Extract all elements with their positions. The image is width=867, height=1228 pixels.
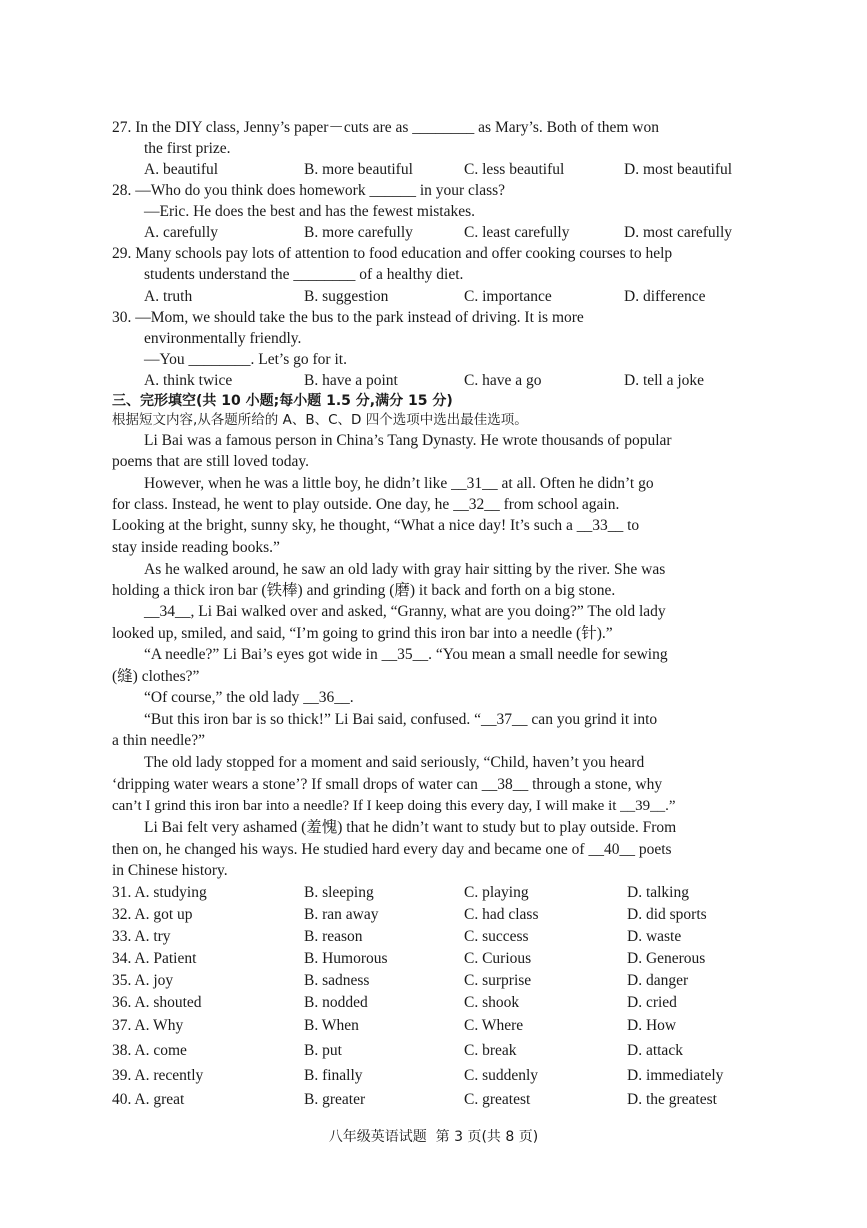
q29-option-c: C. importance — [464, 288, 552, 305]
q27-stem-line1: 27. In the DIY class, Jenny’s paper－cuts are as ________ as Mary’s. Both of them won — [112, 119, 659, 136]
option-38-c: C. break — [464, 1042, 517, 1059]
option-34-a: 34. A. Patient — [112, 950, 197, 967]
option-40-b: B. greater — [304, 1091, 366, 1108]
q29-option-a: A. truth — [144, 288, 193, 305]
passage-line: holding a thick iron bar (铁棒) and grinding (磨) it back and forth on a big stone. — [112, 582, 616, 599]
option-33-d: D. waste — [627, 928, 682, 945]
q28-option-d: D. most carefully — [624, 224, 733, 241]
option-39-b: B. finally — [304, 1067, 363, 1084]
option-31-c: C. playing — [464, 884, 529, 901]
passage-line: Li Bai was a famous person in China’s Tang Dynasty. He wrote thousands of popular — [144, 432, 672, 449]
q30-stem-line3: —You ________. Let’s go for it. — [144, 351, 347, 368]
option-37-b: B. When — [304, 1017, 359, 1034]
option-34-c: C. Curious — [464, 950, 532, 967]
option-38-b: B. put — [304, 1042, 342, 1059]
option-33-c: C. success — [464, 928, 529, 945]
option-35-b: B. sadness — [304, 972, 370, 989]
passage-line: Li Bai felt very ashamed (羞愧) that he didn’t want to study but to play outside. From — [144, 819, 677, 836]
option-32-a: 32. A. got up — [112, 906, 193, 923]
section-title: 三、完形填空(共 10 小题;每小题 1.5 分,满分 15 分) — [112, 393, 453, 409]
option-32-c: C. had class — [464, 906, 539, 923]
q30-option-b: B. have a point — [304, 372, 398, 389]
q30-option-a: A. think twice — [144, 372, 233, 389]
passage-line: then on, he changed his ways. He studied hard every day and became one of __40__ poets — [112, 841, 672, 858]
option-33-a: 33. A. try — [112, 928, 171, 945]
option-40-c: C. greatest — [464, 1091, 531, 1108]
passage-line: __34__, Li Bai walked over and asked, “Granny, what are you doing?” The old lady — [144, 603, 666, 620]
option-32-d: D. did sports — [627, 906, 707, 923]
passage-line: The old lady stopped for a moment and said seriously, “Child, haven’t you heard — [144, 754, 645, 771]
passage-line: However, when he was a little boy, he didn’t like __31__ at all. Often he didn’t go — [144, 475, 654, 492]
option-38-a: 38. A. come — [112, 1042, 187, 1059]
option-35-d: D. danger — [627, 972, 689, 989]
option-31-d: D. talking — [627, 884, 689, 901]
option-35-a: 35. A. joy — [112, 972, 174, 989]
option-34-d: D. Generous — [627, 950, 706, 967]
passage-line: “But this iron bar is so thick!” Li Bai said, confused. “__37__ can you grind it into — [144, 711, 658, 728]
passage-line: stay inside reading books.” — [112, 539, 280, 556]
q28-option-c: C. least carefully — [464, 224, 570, 241]
passage-line: poems that are still loved today. — [112, 453, 310, 470]
q28-option-b: B. more carefully — [304, 224, 413, 241]
passage-line: in Chinese history. — [112, 862, 228, 879]
option-32-b: B. ran away — [304, 906, 379, 923]
q30-option-c: C. have a go — [464, 372, 542, 389]
option-40-a: 40. A. great — [112, 1091, 185, 1108]
option-36-d: D. cried — [627, 994, 677, 1011]
option-37-a: 37. A. Why — [112, 1017, 184, 1034]
q28-option-a: A. carefully — [144, 224, 219, 241]
q30-option-d: D. tell a joke — [624, 372, 705, 389]
passage-line: can’t I grind this iron bar into a needle? If I keep doing this every day, I will make it __39__.” — [112, 798, 676, 814]
option-33-b: B. reason — [304, 928, 363, 945]
q29-stem-line1: 29. Many schools pay lots of attention to food education and offer cooking courses to help — [112, 245, 673, 262]
option-39-a: 39. A. recently — [112, 1067, 204, 1084]
option-40-d: D. the greatest — [627, 1091, 717, 1108]
q27-option-b: B. more beautiful — [304, 161, 413, 178]
option-38-d: D. attack — [627, 1042, 683, 1059]
option-39-d: D. immediately — [627, 1067, 724, 1084]
q29-option-d: D. difference — [624, 288, 706, 305]
option-31-b: B. sleeping — [304, 884, 374, 901]
q27-option-c: C. less beautiful — [464, 161, 565, 178]
passage-line: a thin needle?” — [112, 732, 205, 749]
page-footer: 八年级英语试题 第 3 页(共 8 页) — [328, 1129, 539, 1145]
passage-line: ‘dripping water wears a stone’? If small drops of water can __38__ through a stone, why — [112, 776, 663, 793]
option-36-a: 36. A. shouted — [112, 994, 202, 1011]
passage-line: “A needle?” Li Bai’s eyes got wide in __35__. “You mean a small needle for sewing — [144, 646, 668, 663]
q29-option-b: B. suggestion — [304, 288, 389, 305]
passage-line: Looking at the bright, sunny sky, he thought, “What a nice day! It’s such a __33__ to — [112, 517, 640, 534]
q30-stem-line1: 30. —Mom, we should take the bus to the park instead of driving. It is more — [112, 309, 584, 326]
option-36-c: C. shook — [464, 994, 520, 1011]
passage-line: “Of course,” the old lady __36__. — [144, 689, 354, 706]
passage-line: looked up, smiled, and said, “I’m going to grind this iron bar into a needle (针).” — [112, 625, 613, 642]
q28-stem-line2: —Eric. He does the best and has the fewest mistakes. — [144, 203, 476, 220]
q27-option-a: A. beautiful — [144, 161, 219, 178]
option-36-b: B. nodded — [304, 994, 368, 1011]
passage-line: As he walked around, he saw an old lady with gray hair sitting by the river. She was — [144, 561, 666, 578]
option-37-c: C. Where — [464, 1017, 524, 1034]
option-35-c: C. surprise — [464, 972, 532, 989]
q29-stem-line2: students understand the ________ of a healthy diet. — [144, 266, 464, 283]
passage-line: for class. Instead, he went to play outside. One day, he __32__ from school again. — [112, 496, 620, 513]
option-39-c: C. suddenly — [464, 1067, 539, 1084]
option-34-b: B. Humorous — [304, 950, 388, 967]
option-31-a: 31. A. studying — [112, 884, 207, 901]
q27-option-d: D. most beautiful — [624, 161, 733, 178]
section-instruction: 根据短文内容,从各题所给的 A、B、C、D 四个选项中选出最佳选项。 — [112, 412, 528, 428]
q30-stem-line2: environmentally friendly. — [144, 330, 302, 347]
q28-stem-line1: 28. —Who do you think does homework ______ in your class? — [112, 182, 506, 199]
passage-line: (缝) clothes?” — [112, 668, 200, 685]
option-37-d: D. How — [627, 1017, 677, 1034]
q27-stem-line2: the first prize. — [144, 140, 231, 157]
